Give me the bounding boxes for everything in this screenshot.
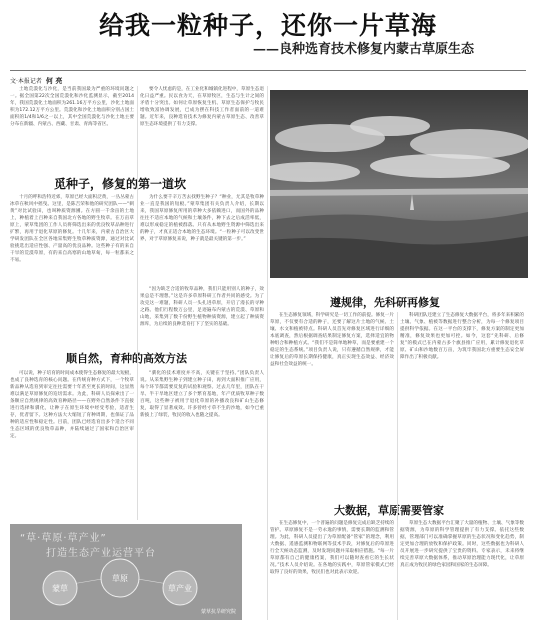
section4-heading: 大数据，草原需要管家 [334, 504, 444, 517]
inset-circle-label-2: 草原 [112, 574, 128, 583]
headline: 给我一粒种子，还你一片草海 [98, 11, 437, 40]
column-divider-2 [267, 86, 268, 620]
intro-column-1 [10, 86, 134, 168]
section2-column-1 [10, 370, 134, 520]
section1-column-3 [140, 286, 264, 344]
subheadline: ——良种选育技术修复内蒙古草原生态 [252, 42, 474, 57]
inset-circle-label-3: 草产业 [168, 584, 192, 593]
inset-line-2: 打造生态产业运营平台 [46, 548, 156, 559]
section2-heading: 顺自然，育种的高效方法 [66, 352, 187, 365]
inset-credit: 蒙草抗旱研究院 [200, 609, 236, 615]
section3-column-2 [400, 312, 524, 498]
section3-column-1 [270, 312, 394, 498]
byline-label: 文·本报记者 [10, 78, 42, 85]
section1-heading: 觅种子，修复的第一道坎 [54, 177, 187, 191]
inset-circle-label-1: 蒙草 [52, 584, 68, 593]
column-divider-1 [137, 86, 138, 520]
intro-paragraph-2: 要令人忧虑的是，在工业化和城镇化进程中，草原生态退化日益严重。民以食为天，在草原牧区，生态与生计之间的矛盾十分突出。如何让草原恢复生机、草原生态保护与牧民增收致富协调发展，已成为摆在科技工作者面前的一道难题。近年来，良种选育技术为修复内蒙古草原生态、改善草原生态环境提供了有力支撑。 [140, 87, 264, 127]
section4-paragraph-1: 在生态修复中，一个普遍的问题是修复完成后缺乏持续的管护。草原修复不是一劳永逸的事情，需要长期的监测和管理。为此，科研人员提出了为草原配备“管家”的理念，利用大数据、遥感监测和物联网等技术手段，对修复后的草原进行全天候动态监测，及时发现问题并采取相应措施。“每一片草原都有自己的健康档案，我们可以随时查看它的生长状况。”技术人员介绍说。在各地的实践中，草原管家模式已经取得了良好的效果，牧民们也对此表示欢迎。 [270, 521, 394, 575]
section2-column-2 [140, 370, 264, 520]
section1-paragraph-3: “因为缺乏合适的牧草品种，我们只能用别人的种子，效果总是不理想。”这是许多草原科研工作者共同的感受。为了攻克这一难题，科研人员一头扎进草原，开启了漫长的寻种之路。他们行程数万公里，足迹遍布内蒙古的荒漠、草原和山地，采集到了数千份野生植物种质资源，建立起了种质资源库，为后续的良种选育打下了坚实的基础。 [140, 287, 264, 327]
section3-heading: 遵规律，先科研再修复 [330, 296, 440, 309]
section4-column-1 [270, 520, 394, 620]
intro-paragraph-1: 土地荒漠化与沙化，是当前我国最为严重的环境问题之一。据全国第22次全国荒漠化和沙化监测显示，截至2014年，我国荒漠化土地面积为261.16万平方公里，沙化土地面积为172.12万平方公里。荒漠化和沙化土地面积分别占国土面积的1/4和1/6之一以上，其中全国荒漠化与沙化土地主要分布在新疆、内蒙古、西藏、甘肃、青海等省区。 [10, 87, 134, 127]
inset-line-1: “草·草原·草产业” [20, 533, 107, 544]
platform-inset-graphic [10, 524, 242, 620]
section4-column-2 [400, 520, 524, 620]
section3-paragraph-2: 科研团队还建立了生态修复大数据平台，将多年来积累的土壤、气象、植被等数据进行整合分析，为每一个修复项目提供科学依据。在这一平台的支撑下，修复方案的制定更加精准，修复效果也更加可控。如今，这套“先科研、后修复”的模式已在内蒙古多个旗县推广应用，累计修复退化草原、矿山和沙地数百万亩，为筑牢我国北方重要生态安全屏障作出了积极贡献。 [400, 313, 524, 360]
grassland-photo-image [270, 90, 528, 278]
header-divider [10, 70, 526, 71]
byline [10, 76, 62, 86]
grassland-photo [270, 90, 528, 278]
section1-column-1 [10, 194, 134, 345]
section4-paragraph-2: 草原生态大数据平台汇聚了大量的植物、土壤、气象等数据资源，为草原的科学管理提供了有力支撑。依托这些数据，管理部门可以准确掌握草原的生态状况和变化趋势，制定更加合理的放牧和保护政策。同时，这些数据也为科研人员开展进一步研究提供了宝贵的资料。专家表示，未来将继续完善草原大数据体系，推动草原治理能力现代化，让草原真正成为牧民的绿色家园和国家的生态屏障。 [400, 521, 524, 568]
section2-paragraph-1: 可以说，种子培育的时间成本使得生态修复的最大短板，也成了良种选育的核心问题。在传统育种方式下，一个牧草新品种从选育到审定往往需要十年甚至更长的时间，这显然难以满足草原修复的迫切需求。为此，科研人员探索出了一条顺应自然规律的高效育种路径——在野外自然条件下直接进行选择和驯化，让种子在原生环境中经受考验，适者生存，优者留下。这种方法大大缩短了育种周期，也保证了品种的适应性和稳定性。目前，团队已经选育出多个适合不同生态区域的优良牧草品种，并陆续通过了国家和自治区审定。 [10, 371, 134, 439]
section1-paragraph-2: 为什么要千辛万苦去找野生种子？“种业，尤其是牧草种业一直是我国的短板。”蒙草集团有关负责人介绍，长期以来，我国草原修复所用的草种大多依赖进口，而国外的品种往往不适应本地的气候和土壤条件，种下去之后成活率低，难以形成稳定的植被群落。只有从本地野生资源中筛选出来的种子，才真正适合本地的生态环境。“一粒种子可以改变世界，对于草原修复来说，种子就是最关键的第一步。” [140, 195, 264, 242]
column-divider-3 [397, 312, 398, 620]
inset-circles [10, 524, 242, 620]
section3-paragraph-1: 在生态修复领域，科学研究是一切工作的前提。修复一片草原，不仅要有合适的种子，还要了解这片土地的气候、土壤、水文和植被特点。科研人员首先对修复区域进行详细的本底调查，然后根据调查结果制定修复方案，选择适宜的物种组合和种植方式。“我们不是简单地种草，而是要重建一个稳定的生态系统。”项目负责人说，只有遵循自然规律，才能让修复后的草原长期保持健康，真正实现生态效益、经济效益和社会效益的统一。 [270, 313, 394, 367]
section2-paragraph-2: “驯化的技术难度并不高，关键在于坚持。”团队负责人说。从采集野生种子到建立种子田，再到大面积推广应用，每个环节都需要反复的试验和观察。过去几年里，团队在干旱、半干旱地区建立了多个繁育基地，年产优质牧草种子数百吨，这些种子被用于退化草原的补播改良和矿山生态修复，取得了显著成效。许多曾经寸草不生的沙地，如今已重新披上了绿装，牧民的收入也随之提高。 [140, 371, 264, 418]
byline-author: 何 亮 [45, 77, 63, 85]
intro-column-2 [140, 86, 264, 168]
section1-paragraph-1: 十月的呼和浩特近郊，草原已经大面积泛黄，一丛丛蒙古冰草在秋风中摇曳。这里，是陈吉荣和他的研究团队——“刺黄”对比试验田，也叫种质资源圃。在方圆一千余亩的土地上，种植着上百种来自我国北方各地的野生牧草。在万亩草原上，蒙草集团的工作人员将筛选出来的优良牧草品种进行扩繁，再用于退化草原的修复。十几年来，内蒙古自治区大学研发团队在全区各地采集野生牧草种质资源，通过对比试验挑选出适应性强、产量高的优良品种。这些种子有的来自干旱的荒漠草原，有的来自高寒的山地草甸，每一粒都来之不易。 [10, 195, 134, 263]
